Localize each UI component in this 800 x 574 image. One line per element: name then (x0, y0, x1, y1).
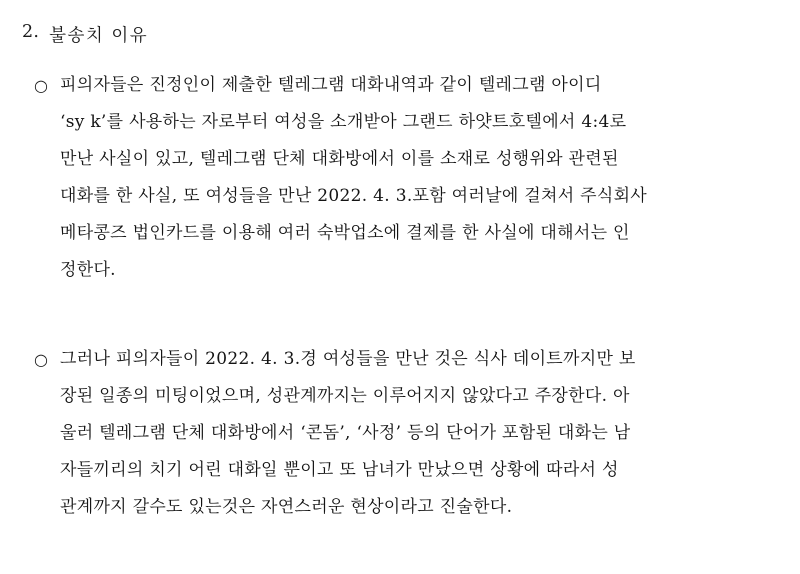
paragraph-1-line-4: 대화를 한 사실, 또 여성들을 만난 2022. 4. 3.포함 여러날에 걸쳐서 주식회사 (60, 186, 648, 206)
paragraph-2-line-4: 자들끼리의 치기 어린 대화일 뿐이고 또 남녀가 만났으면 상황에 따라서 성 (60, 460, 619, 480)
section-title: 불송치 이유 (49, 26, 149, 46)
paragraph-2 (0, 341, 800, 526)
bullet-marker: ○ (34, 350, 48, 369)
paragraph-2-line-2: 장된 일종의 미팅이었으며, 성관계까지는 이루어지지 않았다고 주장한다. 아 (60, 386, 630, 406)
paragraph-1-line-1: 피의자들은 진정인이 제출한 텔레그램 대화내역과 같이 텔레그램 아이디 (60, 75, 602, 95)
paragraph-1 (0, 67, 800, 289)
paragraph-1-line-5: 메타콩즈 법인카드를 이용해 여러 숙박업소에 결제를 한 사실에 대해서는 인 (60, 223, 630, 243)
paragraph-1-line-6: 정한다. (60, 260, 116, 280)
paragraph-2-line-5: 관계까지 갈수도 있는것은 자연스러운 현상이라고 진술한다. (60, 497, 513, 517)
bullet-marker: ○ (34, 76, 48, 95)
paragraph-1-line-3: 만난 사실이 있고, 텔레그램 단체 대화방에서 이를 소재로 성행위와 관련된 (60, 149, 619, 169)
section-heading (0, 22, 800, 47)
section-number: 2. (22, 22, 40, 42)
paragraph-1-text (60, 67, 768, 289)
paragraph-1-line-2: ‘sy k’를 사용하는 자로부터 여성을 소개받아 그랜드 하얏트호텔에서 4:4로 (60, 112, 627, 132)
paragraph-2-line-1: 그러나 피의자들이 2022. 4. 3.경 여성들을 만난 것은 식사 데이트까지만 보 (60, 349, 636, 369)
paragraph-2-text (60, 341, 768, 526)
paragraph-2-line-3: 울러 텔레그램 단체 대화방에서 ‘콘돔’, ‘사정’ 등의 단어가 포함된 대화는 남 (60, 423, 631, 443)
document-page (0, 22, 800, 574)
